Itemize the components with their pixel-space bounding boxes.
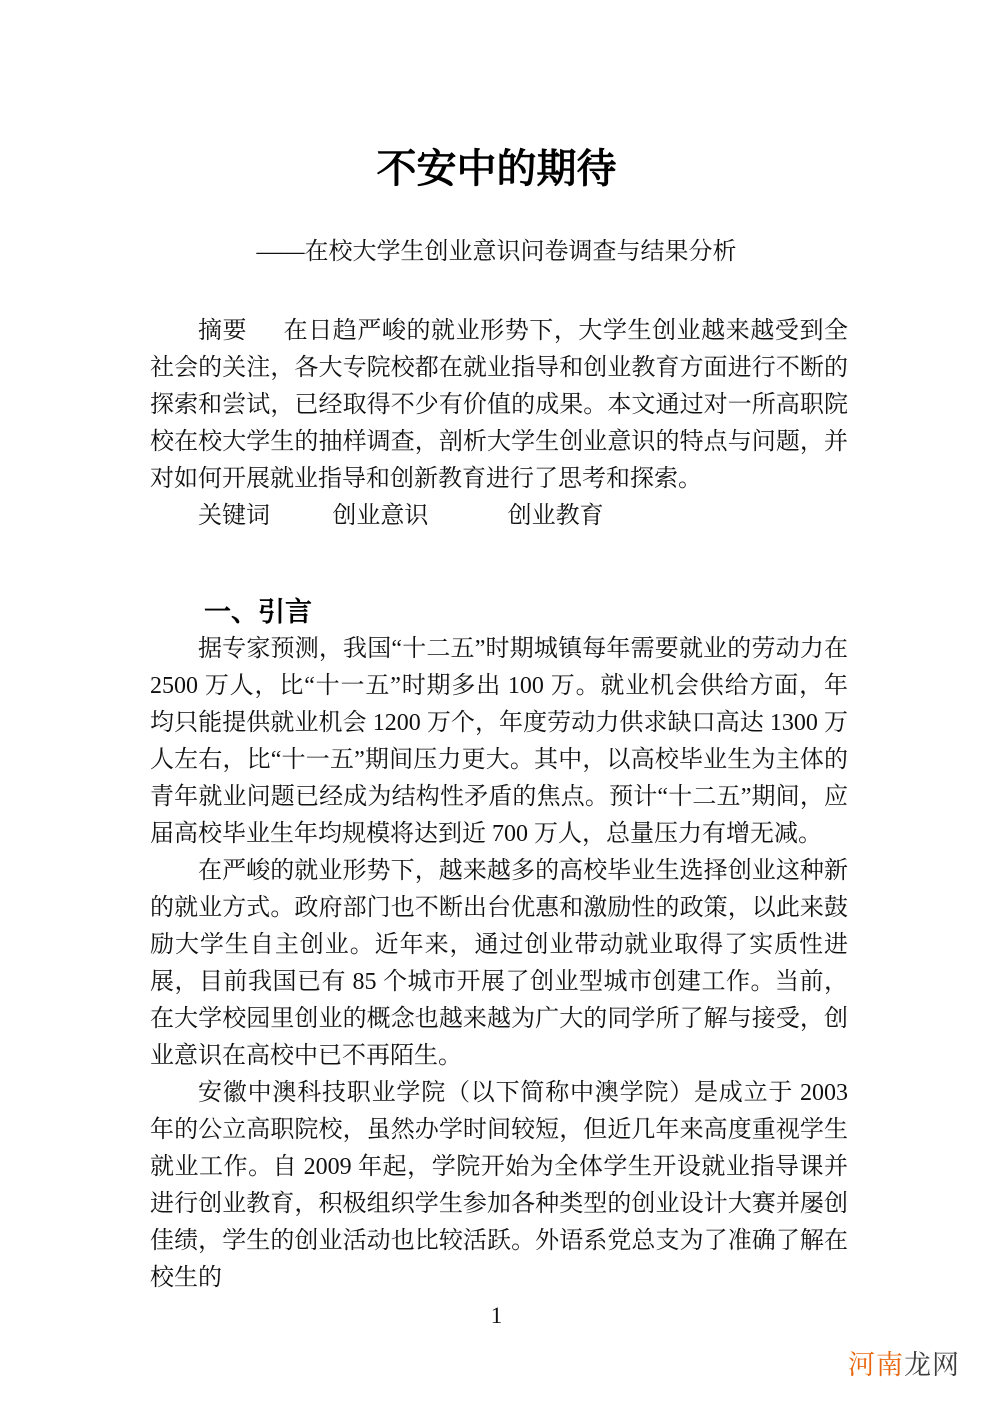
keyword-item: 创业意识 bbox=[332, 502, 429, 529]
watermark bbox=[848, 1350, 960, 1380]
abstract-paragraph bbox=[150, 313, 848, 498]
keywords-label: 关键词 bbox=[198, 502, 270, 529]
body-paragraph: 安徽中澳科技职业学院（以下简称中澳学院）是成立于 2003 年的公立高职院校，虽然办学时间较短，但近几年来高度重视学生就业工作。自 2009 年起，学院开始为全体学生开设就业指导课并进行创业教育，积极组织学生参加各种类型的创业设计大赛并屡创佳绩，学生的创业活动也比较活跃。外语系党总支为了准确了解在校生的 bbox=[150, 1079, 848, 1291]
watermark-dark-part: 龙网 bbox=[904, 1350, 960, 1380]
keywords-line bbox=[150, 498, 848, 535]
abstract-text: 在日趋严峻的就业形势下，大学生创业越来越受到全社会的关注，各大专院校都在就业指导和创业教育方面进行不断的探索和尝试，已经取得不少有价值的成果。本文通过对一所高职院校在校大学生的抽样调查，剖析大学生创业意识的特点与问题，并对如何开展就业指导和创新教育进行了思考和探索。 bbox=[150, 317, 849, 492]
text-column bbox=[150, 313, 848, 1297]
page-title: 不安中的期待 bbox=[376, 145, 617, 191]
keyword-item: 创业教育 bbox=[507, 502, 604, 529]
page-number: 1 bbox=[490, 1303, 503, 1328]
body-paragraph: 在严峻的就业形势下，越来越多的高校毕业生选择创业这种新的就业方式。政府部门也不断出台优惠和激励性的政策，以此来鼓励大学生自主创业。近年来，通过创业带动就业取得了实质性进展，目前我国已有 85 个城市开展了创业型城市创建工作。当前，在大学校园里创业的概念也越来越为广大的同学所了解与接受，创业意识在高校中已不再陌生。 bbox=[150, 857, 848, 1069]
body-paragraph: 据专家预测，我国“十二五”时期城镇每年需要就业的劳动力在 2500 万人，比“十一五”时期多出 100 万。就业机会供给方面，年均只能提供就业机会 1200 万个，年度劳动力供求缺口高达 1300 万人左右，比“十一五”期间压力更大。其中，以高校毕业生为主体的青年就业问题已经成为结构性矛盾的焦点。预计“十二五”期间，应届高校毕业生年均规模将达到近 700 万人，总量压力有增无减。 bbox=[150, 635, 848, 847]
abstract-label: 摘要 bbox=[198, 317, 248, 344]
watermark-orange-part: 河南 bbox=[848, 1350, 904, 1380]
document-subtitle: ——在校大学生创业意识问卷调查与结果分析 bbox=[256, 238, 737, 265]
section-heading: 一、引言 bbox=[204, 596, 312, 627]
